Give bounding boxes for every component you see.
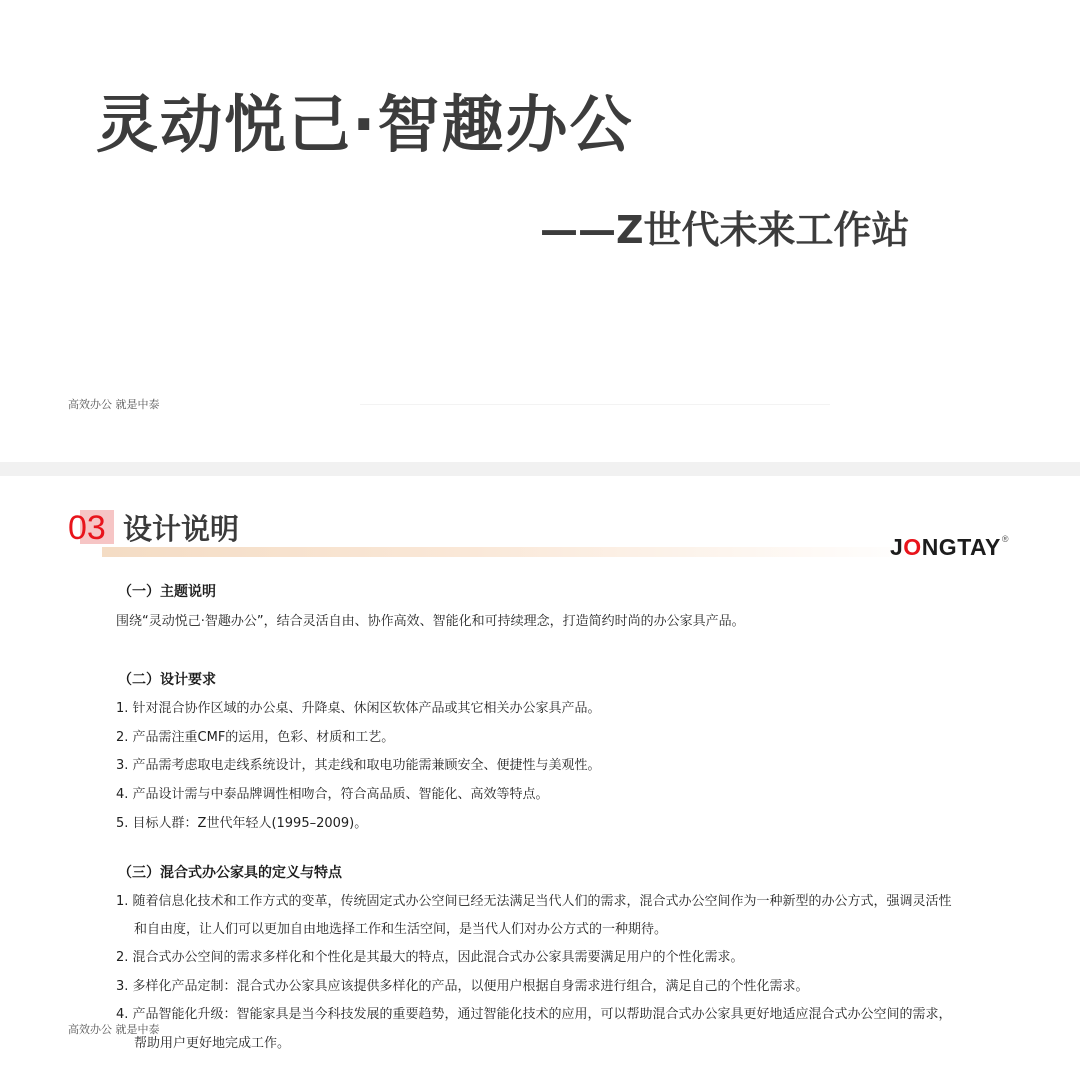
jongtay-logo (890, 534, 1009, 561)
hybrid-item: 2. 混合式办公空间的需求多样化和个性化是其最大的特点，因此混合式办公家具需要满足用户的个性化需求。 (116, 950, 744, 965)
design-slide (0, 476, 1080, 1074)
section-footer-slogan: 高效办公 就是中泰 (68, 1023, 160, 1036)
cover-slide (0, 0, 1080, 462)
cover-footer-slogan: 高效办公 就是中泰 (68, 398, 160, 411)
slide-gap (0, 462, 1080, 476)
hybrid-item-continued: 帮助用户更好地完成工作。 (134, 1036, 291, 1051)
requirement-item: 3. 产品需考虑取电走线系统设计，其走线和取电功能需兼顾安全、便捷性与美观性。 (116, 758, 601, 773)
section-header (68, 510, 908, 558)
divider (360, 404, 830, 405)
theme-text: 围绕“灵动悦己·智趣办公”，结合灵活自由、协作高效、智能化和可持续理念，打造简约时尚的办公家具产品。 (116, 614, 745, 629)
logo-prefix: J (890, 534, 904, 560)
hybrid-item: 4. 产品智能化升级：智能家具是当今科技发展的重要趋势，通过智能化技术的应用，可以帮助混合式办公家具更好地适应混合式办公空间的需求， (116, 1007, 952, 1022)
hybrid-item: 3. 多样化产品定制：混合式办公家具应该提供多样化的产品，以便用户根据自身需求进行组合，满足自己的个性化需求。 (116, 979, 809, 994)
logo-rest: NGTAY (921, 534, 1001, 560)
requirement-item: 2. 产品需注重CMF的运用，色彩、材质和工艺。 (116, 730, 395, 745)
theme-heading: （一）主题说明 (118, 584, 216, 600)
requirement-item: 1. 针对混合协作区域的办公桌、升降桌、休闲区软体产品或其它相关办公家具产品。 (116, 701, 601, 716)
section-underline (102, 547, 922, 557)
hybrid-heading: （三）混合式办公家具的定义与特点 (118, 865, 342, 881)
cover-subtitle: ——Z世代未来工作站 (540, 208, 910, 252)
hybrid-item-continued: 和自由度，让人们可以更加自由地选择工作和生活空间，是当代人们对办公方式的一种期待。 (134, 922, 668, 937)
requirement-item: 5. 目标人群：Z世代年轻人(1995–2009)。 (116, 816, 368, 831)
requirement-item: 4. 产品设计需与中泰品牌调性相吻合，符合高品质、智能化、高效等特点。 (116, 787, 549, 802)
requirements-heading: （二）设计要求 (118, 672, 216, 688)
hybrid-item: 1. 随着信息化技术和工作方式的变革，传统固定式办公空间已经无法满足当代人们的需求，混合式办公空间作为一种新型的办公方式，强调灵活性 (116, 894, 952, 909)
section-number: 03 (68, 509, 106, 547)
registered-mark: ® (1001, 534, 1010, 544)
logo-mark: O (903, 534, 922, 560)
cover-title: 灵动悦己·智趣办公 (96, 88, 634, 161)
section-title: 设计说明 (123, 512, 240, 546)
